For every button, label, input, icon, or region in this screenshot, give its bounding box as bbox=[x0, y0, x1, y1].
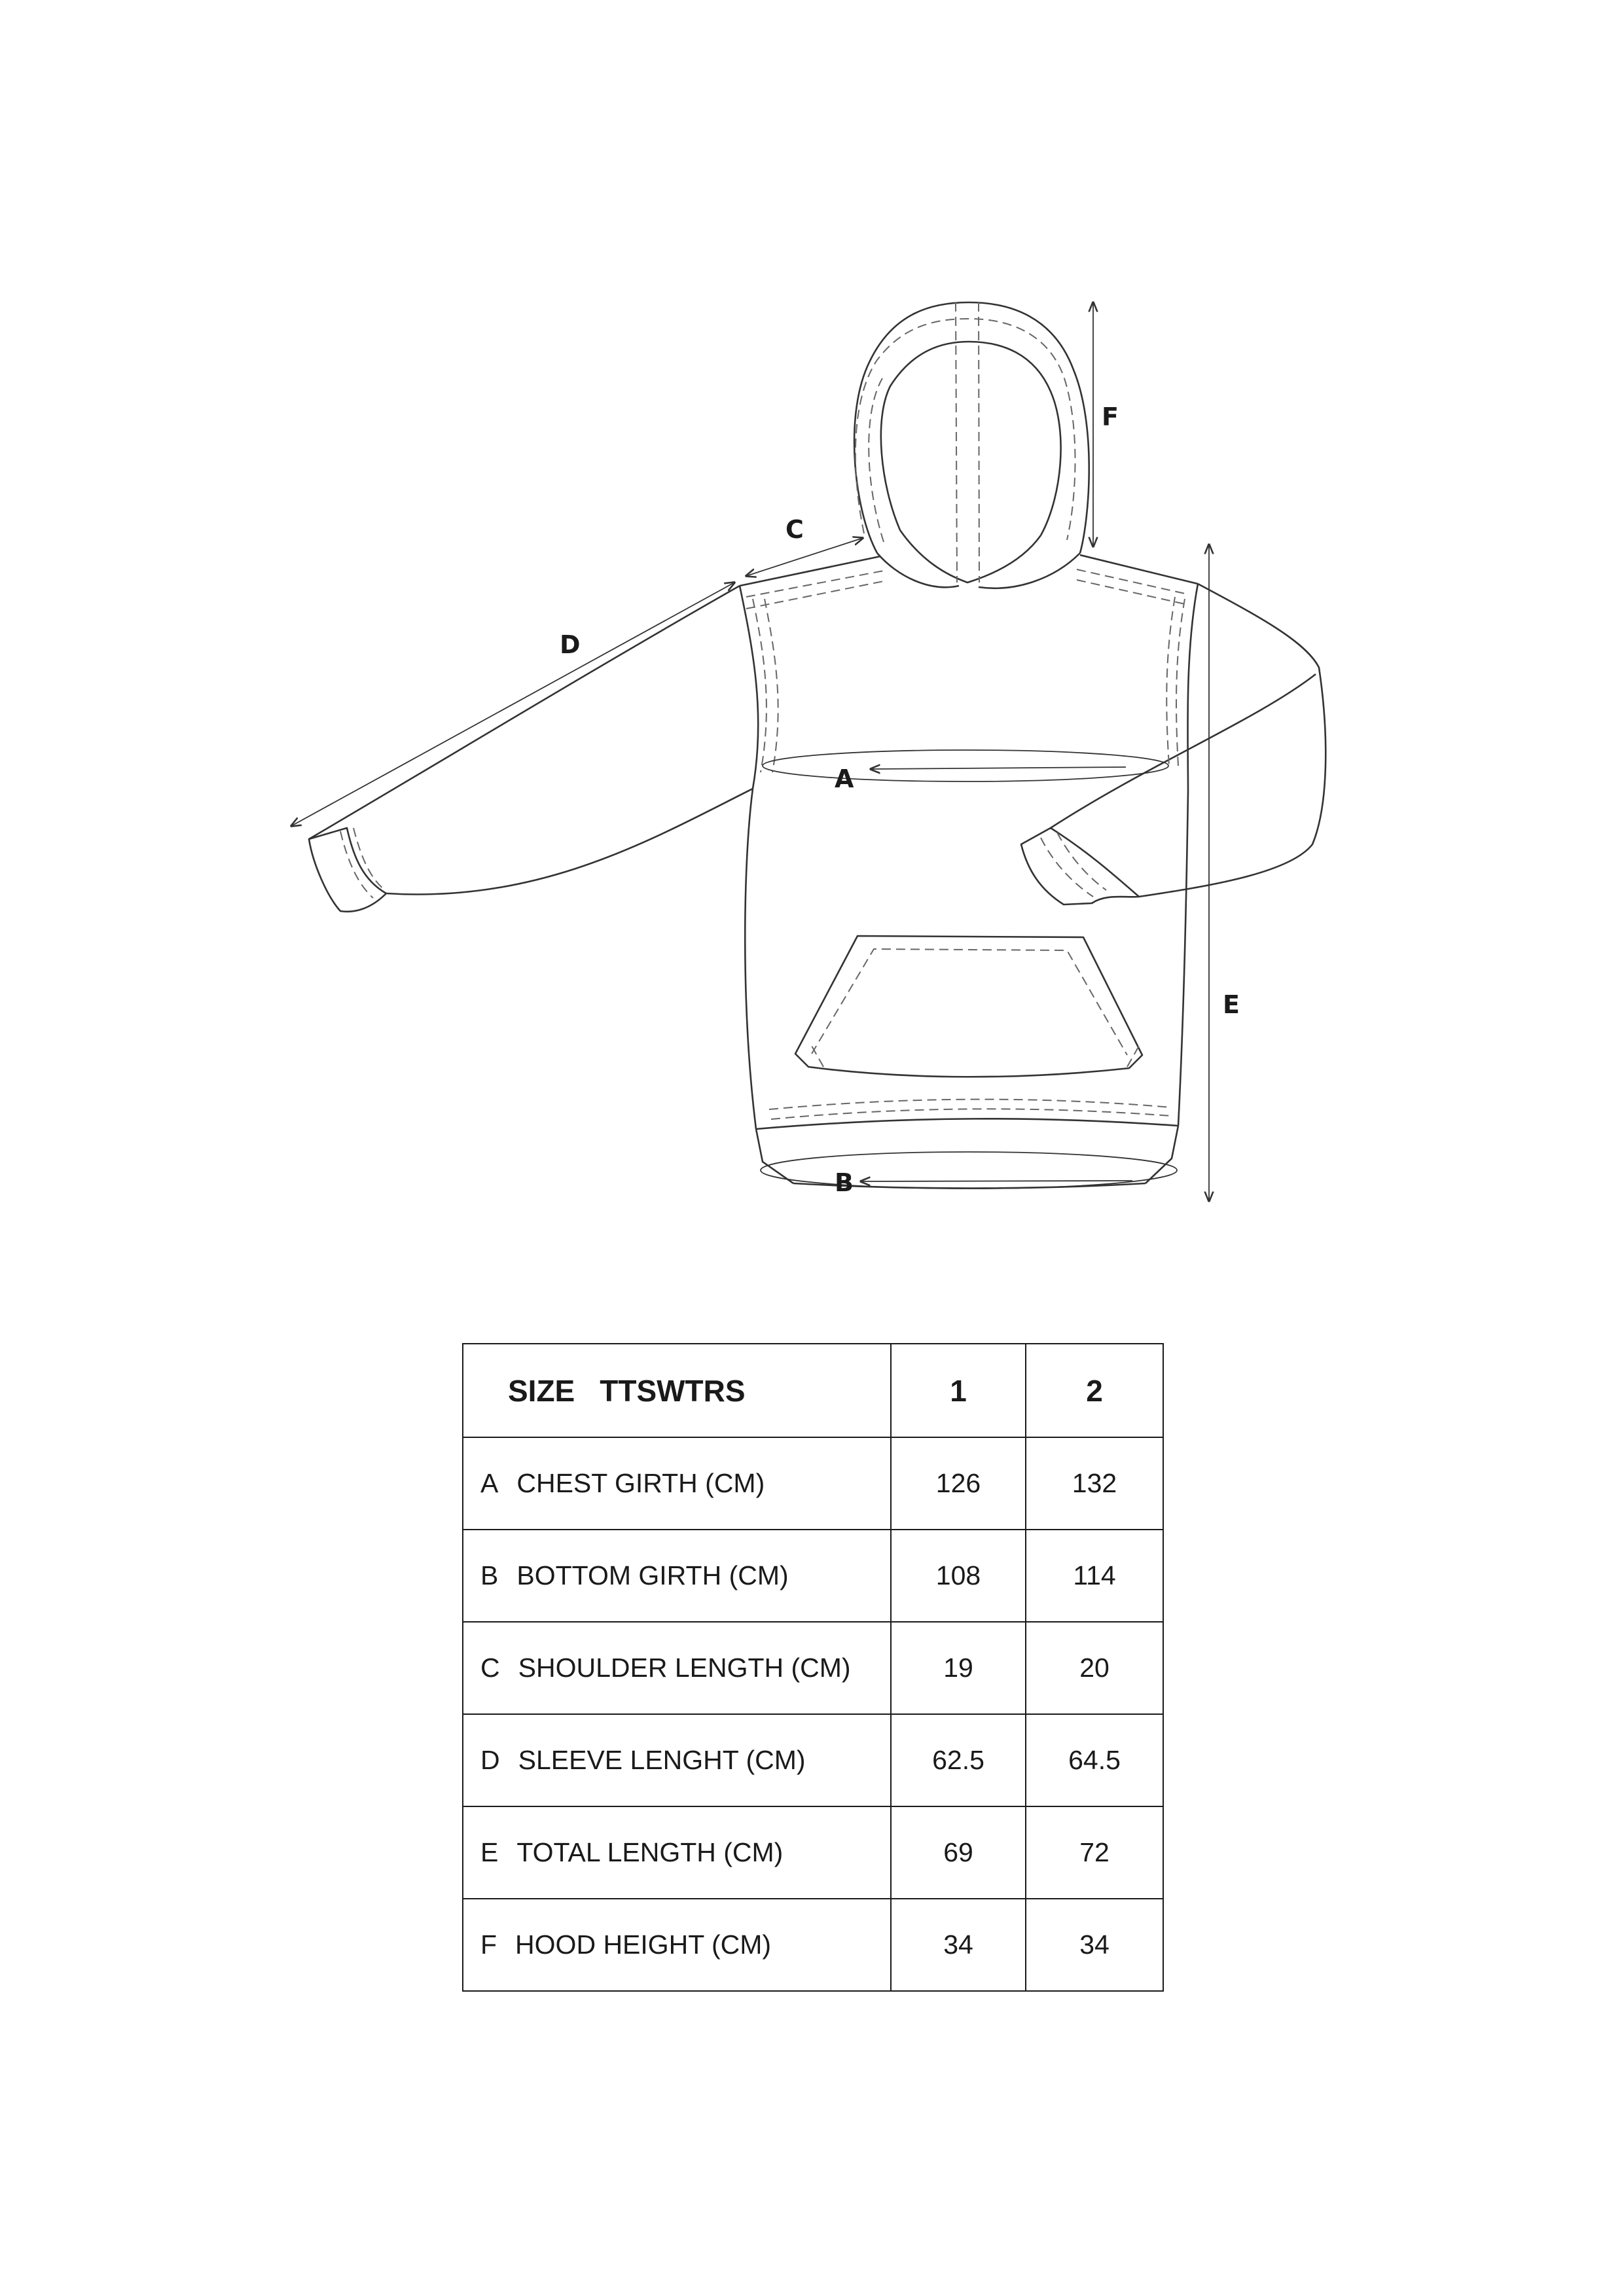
row-letter: A bbox=[480, 1468, 499, 1498]
row-label bbox=[463, 1714, 891, 1806]
label-c: C bbox=[785, 515, 804, 544]
hood-opening bbox=[881, 342, 1061, 535]
label-d: D bbox=[560, 630, 581, 659]
bottom-girth-ellipse bbox=[761, 1152, 1177, 1189]
hood-outline bbox=[854, 302, 1089, 553]
shoulder-arrow bbox=[746, 538, 863, 576]
label-a: A bbox=[835, 764, 854, 793]
row-name: HOOD HEIGHT (CM) bbox=[515, 1929, 772, 1960]
row-value-size-1: 69 bbox=[891, 1806, 1026, 1899]
row-value-size-2: 34 bbox=[1026, 1899, 1163, 1991]
header-size: SIZE bbox=[508, 1373, 575, 1408]
size-chart-table bbox=[462, 1343, 1164, 1992]
label-e: E bbox=[1223, 990, 1240, 1019]
table-row bbox=[463, 1530, 1163, 1622]
right-cuff bbox=[1021, 828, 1139, 905]
header-size-1: 1 bbox=[891, 1344, 1026, 1437]
row-value-size-2: 72 bbox=[1026, 1806, 1163, 1899]
table-row bbox=[463, 1806, 1163, 1899]
row-letter: C bbox=[480, 1653, 500, 1683]
right-sleeve-inner bbox=[1051, 674, 1316, 828]
left-sleeve-top bbox=[309, 586, 740, 839]
label-b: B bbox=[835, 1168, 854, 1197]
chest-girth-ellipse bbox=[763, 750, 1168, 781]
hem-rib-top bbox=[756, 1119, 1178, 1129]
row-letter: F bbox=[480, 1929, 497, 1960]
row-value-size-1: 108 bbox=[891, 1530, 1026, 1622]
hood-front-right bbox=[979, 553, 1080, 588]
header-model: TTSWTRS bbox=[600, 1373, 746, 1408]
row-value-size-2: 64.5 bbox=[1026, 1714, 1163, 1806]
row-letter: B bbox=[480, 1560, 499, 1590]
table-row bbox=[463, 1622, 1163, 1714]
hem-rib bbox=[756, 1126, 1178, 1183]
sleeve-arrow bbox=[291, 583, 734, 826]
row-letter: E bbox=[480, 1837, 499, 1867]
right-sleeve-outer bbox=[1139, 584, 1326, 897]
row-label bbox=[463, 1806, 891, 1899]
table-row bbox=[463, 1437, 1163, 1530]
row-value-size-2: 132 bbox=[1026, 1437, 1163, 1530]
row-value-size-1: 126 bbox=[891, 1437, 1026, 1530]
shoulder-line bbox=[740, 555, 1198, 586]
kangaroo-pocket bbox=[795, 936, 1142, 1077]
row-name: SLEEVE LENGHT (CM) bbox=[518, 1745, 806, 1775]
table-row bbox=[463, 1714, 1163, 1806]
header-size-2: 2 bbox=[1026, 1344, 1163, 1437]
row-name: TOTAL LENGTH (CM) bbox=[516, 1837, 784, 1867]
neck-band bbox=[900, 530, 1041, 583]
row-label bbox=[463, 1530, 891, 1622]
row-name: SHOULDER LENGTH (CM) bbox=[518, 1653, 851, 1683]
row-value-size-2: 20 bbox=[1026, 1622, 1163, 1714]
hood-front-left bbox=[877, 553, 959, 587]
table-header-row bbox=[463, 1344, 1163, 1437]
row-letter: D bbox=[480, 1745, 500, 1775]
row-value-size-1: 62.5 bbox=[891, 1714, 1026, 1806]
row-label bbox=[463, 1437, 891, 1530]
left-cuff bbox=[309, 828, 386, 912]
row-value-size-2: 114 bbox=[1026, 1530, 1163, 1622]
header-size-cell bbox=[463, 1344, 891, 1437]
left-side-body bbox=[740, 586, 758, 1129]
label-f: F bbox=[1102, 403, 1119, 431]
table-row bbox=[463, 1899, 1163, 1991]
row-value-size-1: 19 bbox=[891, 1622, 1026, 1714]
row-name: BOTTOM GIRTH (CM) bbox=[516, 1560, 789, 1590]
row-name: CHEST GIRTH (CM) bbox=[516, 1468, 765, 1498]
right-side-body bbox=[1178, 584, 1198, 1126]
row-value-size-1: 34 bbox=[891, 1899, 1026, 1991]
chest-arrow bbox=[871, 767, 1126, 769]
left-sleeve-bottom bbox=[386, 789, 753, 895]
row-label bbox=[463, 1622, 891, 1714]
row-label bbox=[463, 1899, 891, 1991]
